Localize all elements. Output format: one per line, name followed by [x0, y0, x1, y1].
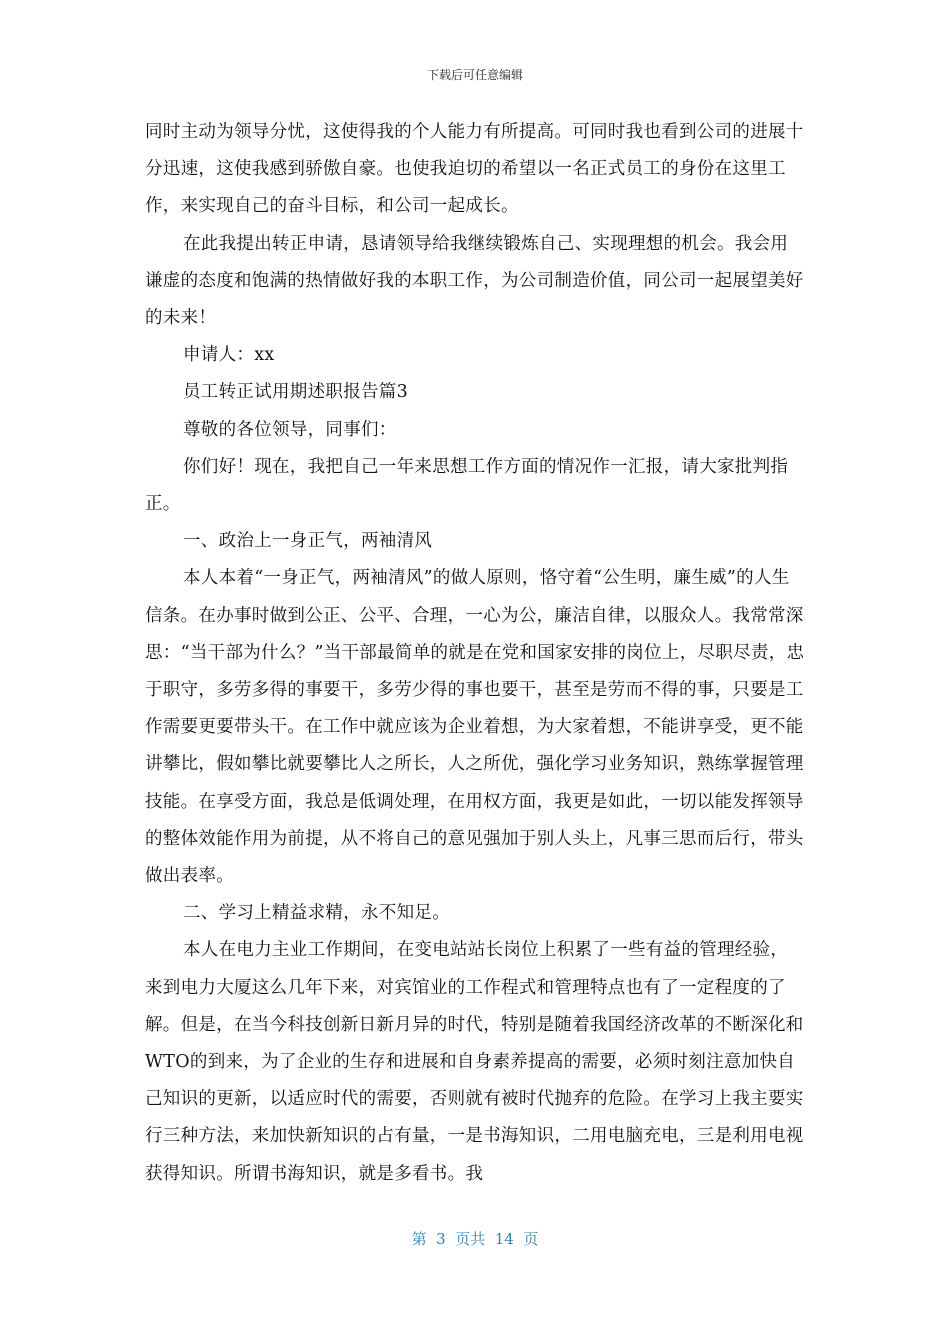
salutation: 尊敬的各位领导，同事们： [183, 419, 397, 440]
paragraph: 本人本着“一身正气，两袖清风”的做人原则，恪守着“公生明，廉生威”的人生信条。在办事时做到公正、公平、合理，一心为公，廉洁自律，以服众人。我常常深思：“当干部为什么？”当干部最简单的就是在党和国家安排的岗位上，尽职尽责，忠于职守，多劳多得的事要干，多劳少得的事也要干，甚至是劳而不得的事，只要是工作需要更要带头干。在工作中就应该为企业着想，为大家着想，不能讲享受，更不能讲攀比，假如攀比就要攀比人之所长，人之所优，强化学习业务知识，熟练掌握管理技能。在享受方面，我总是低调处理，在用权方面，我更是如此，一切以能发挥领导的整体效能作用为前提，从不将自己的意见强加于别人头上，凡事三思而后行，带头做出表率。 [145, 568, 805, 887]
paragraph: 本人在电力主业工作期间，在变电站站长岗位上积累了一些有益的管理经验，来到电力大厦这么几年下来，对宾馆业的工作程式和管理特点也有了一定程度的了解。但是，在当今科技创新日新月异的时代，特别是随着我国经济改革的不断深化和WTO的到来，为了企业的生存和进展和自身素养提高的需要，必须时刻注意加快自己知识的更新，以适应时代的需要，否则就有被时代抛弃的危险。在学习上我主要实行三种方法，来加快新知识的占有量，一是书海知识，二用电脑充电，三是利用电视获得知识。所谓书海知识，就是多看书。我 [145, 940, 804, 1184]
paragraph: 在此我提出转正申请，恳请领导给我继续锻炼自己、实现理想的机会。我会用谦虚的态度和饱满的热情做好我的本职工作，为公司制造价值，同公司一起展望美好的未来！ [145, 233, 804, 329]
section-title: 员工转正试用期述职报告篇3 [183, 382, 409, 403]
signature-line: 申请人：xx [183, 345, 275, 366]
subheading: 二、学习上精益求精，永不知足。 [183, 903, 450, 924]
page-number-footer: 第 3 页共 14 页 [411, 1230, 539, 1248]
document-body [145, 114, 805, 1193]
paragraph: 你们好！现在，我把自己一年来思想工作方面的情况作一汇报，请大家批判指正。 [145, 456, 789, 515]
subheading: 一、政治上一身正气，两袖清风 [183, 531, 433, 552]
page-header: 下载后可任意编辑 [426, 68, 523, 82]
paragraph: 同时主动为领导分忧，这使得我的个人能力有所提高。可同时我也看到公司的进展十分迅速，这使我感到骄傲自豪。也使我迫切的希望以一名正式员工的身份在这里工作，来实现自己的奋斗目标，和公司一起成长。 [145, 122, 804, 217]
